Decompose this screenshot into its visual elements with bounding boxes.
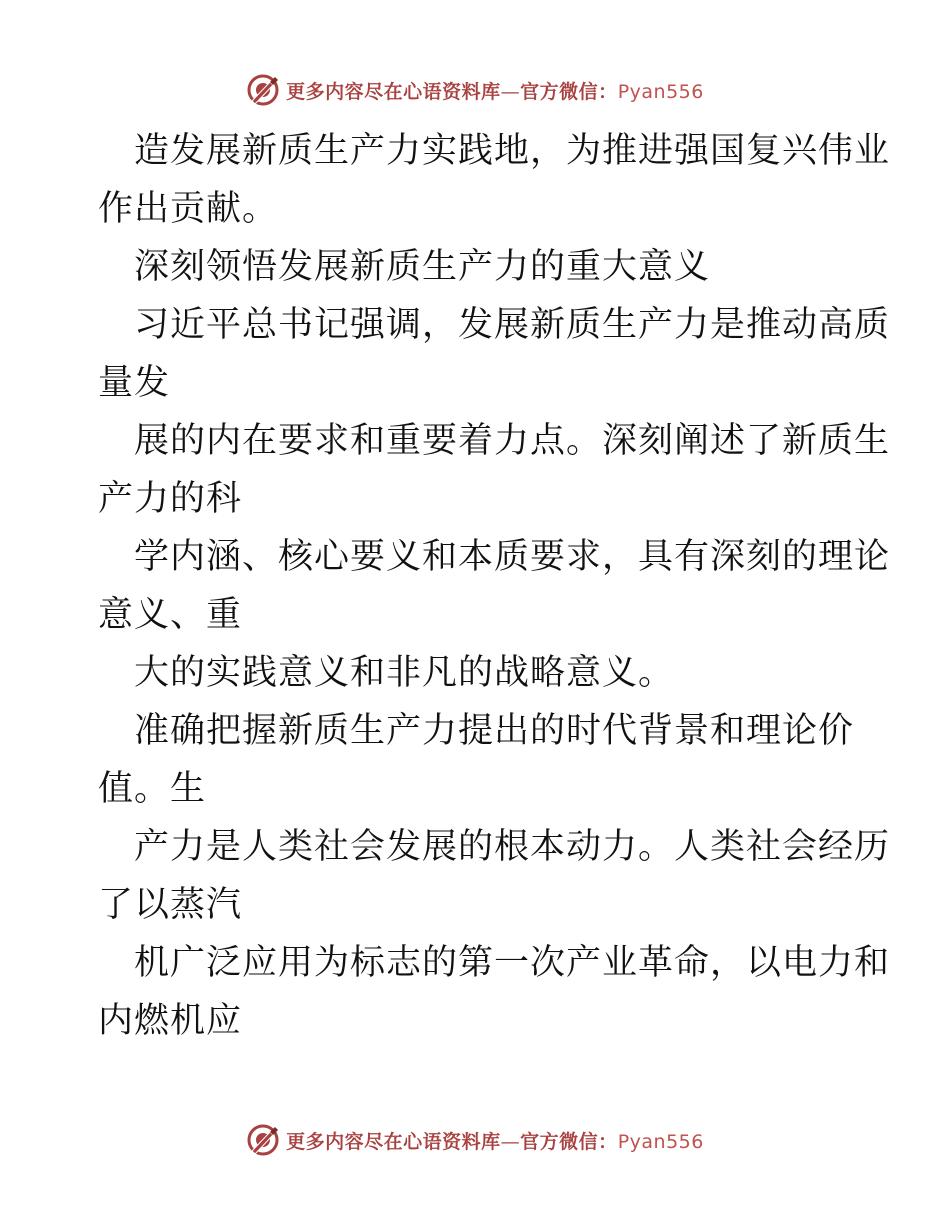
paragraph-line: 机广泛应用为标志的第一次产业革命，以电力和: [134, 943, 891, 983]
footer-brand: 更多内容尽在心语资料库: [286, 1130, 501, 1153]
paragraph-line: 产力是人类社会发展的根本动力。人类社会经历: [134, 827, 891, 867]
header-dash: —: [500, 80, 521, 103]
paragraph-line: 大的实践意义和非凡的战略意义。: [134, 653, 675, 693]
paragraph-line: 值。生: [98, 769, 207, 809]
pen-circle-logo-icon: [246, 73, 280, 107]
footer-contact-label: 官方微信：: [520, 1130, 618, 1153]
section-heading: 深刻领悟发展新质生产力的重大意义: [134, 247, 711, 287]
paragraph-line: 习近平总书记强调，发展新质生产力是推动高质: [134, 305, 891, 345]
header-contact-label: 官方微信：: [520, 80, 618, 103]
header-wechat-handle: Pyan556: [617, 80, 704, 103]
paragraph-line: 学内涵、核心要义和本质要求，具有深刻的理论: [134, 537, 891, 577]
header-watermark-text: [286, 77, 704, 104]
paragraph-line: 造发展新质生产力实践地，为推进强国复兴伟业: [134, 131, 891, 171]
paragraph-line: 了以蒸汽: [98, 885, 243, 925]
paragraph-line: 内燃机应: [98, 1001, 243, 1041]
paragraph-line: 准确把握新质生产力提出的时代背景和理论价: [134, 711, 855, 751]
document-body: [98, 122, 891, 1050]
header-watermark-banner: [0, 70, 950, 110]
footer-dash: —: [500, 1130, 521, 1153]
footer-watermark-text: [286, 1127, 704, 1154]
footer-wechat-handle: Pyan556: [617, 1130, 704, 1153]
paragraph-line: 意义、重: [98, 595, 243, 635]
pen-circle-logo-icon: [246, 1123, 280, 1157]
paragraph-line: 作出贡献。: [98, 189, 279, 229]
paragraph-line: 展的内在要求和重要着力点。深刻阐述了新质生: [134, 421, 891, 461]
paragraph-line: 量发: [98, 363, 171, 403]
header-brand: 更多内容尽在心语资料库: [286, 80, 501, 103]
paragraph-line: 产力的科: [98, 479, 243, 519]
footer-watermark-banner: [0, 1120, 950, 1160]
